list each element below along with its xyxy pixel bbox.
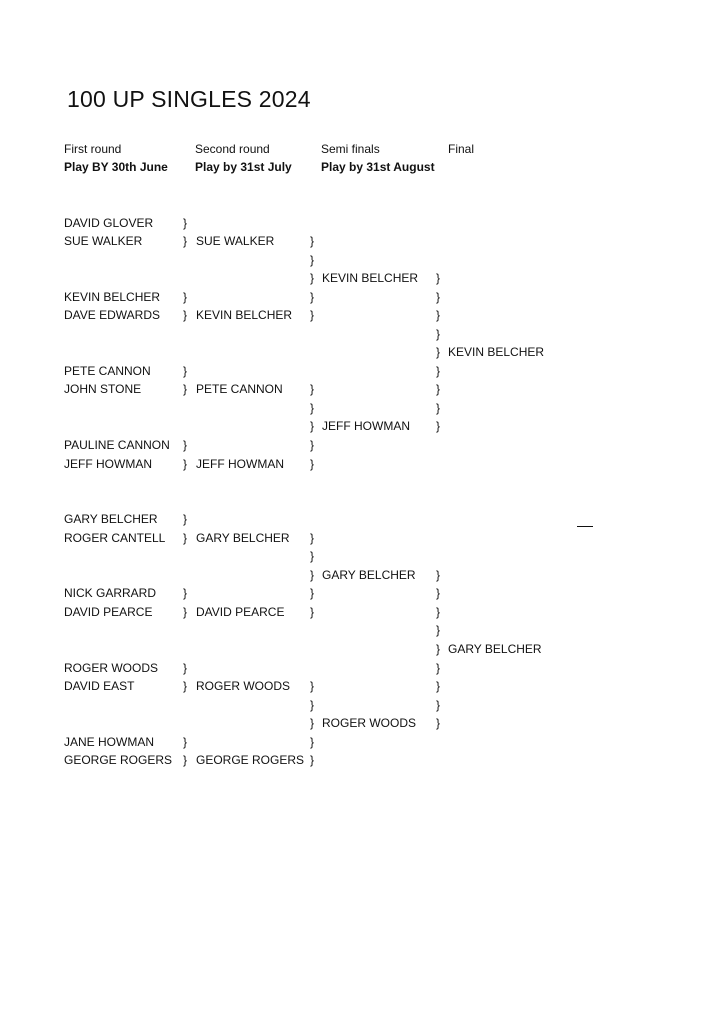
bracket-brace: }	[436, 698, 441, 712]
round2-player: GEORGE ROGERS	[196, 753, 305, 767]
finalist-player: KEVIN BELCHER	[448, 345, 545, 359]
bracket-brace: }	[183, 735, 188, 749]
deadline-semi-finals: Play by 31st August	[321, 160, 435, 174]
round2-player: PETE CANNON	[196, 382, 283, 396]
bracket-brace: }	[310, 549, 315, 563]
bracket-brace: }	[310, 586, 315, 600]
bracket-brace: }	[436, 401, 441, 415]
bracket-brace: }	[310, 753, 315, 767]
bracket-brace: }	[436, 382, 441, 396]
bracket-brace: }	[183, 753, 188, 767]
semi-player: ROGER WOODS	[322, 716, 417, 730]
header-first-round: First round	[64, 142, 122, 156]
header-second-round: Second round	[195, 142, 270, 156]
bracket-brace: }	[436, 364, 441, 378]
bracket-brace: }	[436, 419, 441, 433]
bracket-brace: }	[310, 419, 315, 433]
bracket-brace: }	[310, 698, 315, 712]
round1-player: DAVE EDWARDS	[64, 308, 161, 322]
bracket-brace: }	[310, 457, 315, 471]
bracket-brace: }	[183, 290, 188, 304]
winner-line	[577, 526, 593, 527]
round1-player: NICK GARRARD	[64, 586, 157, 600]
page-title: 100 UP SINGLES 2024	[67, 86, 311, 112]
bracket-brace: }	[183, 605, 188, 619]
bracket-brace: }	[436, 623, 441, 637]
bracket-brace: }	[183, 679, 188, 693]
round1-player: PAULINE CANNON	[64, 438, 170, 452]
round1-player: DAVID PEARCE	[64, 605, 153, 619]
bracket-brace: }	[436, 345, 441, 359]
bracket-brace: }	[310, 679, 315, 693]
round1-player: DAVID GLOVER	[64, 216, 154, 230]
round1-player: DAVID EAST	[64, 679, 135, 693]
header-final: Final	[448, 142, 475, 156]
bracket-brace: }	[436, 586, 441, 600]
bracket-brace: }	[436, 605, 441, 619]
semi-player: GARY BELCHER	[322, 568, 416, 582]
bracket-brace: }	[310, 382, 315, 396]
bracket-brace: }	[436, 661, 441, 675]
round1-player: ROGER CANTELL	[64, 531, 166, 545]
bracket-brace: }	[310, 716, 315, 730]
bracket-brace: }	[310, 401, 315, 415]
round1-player: JOHN STONE	[64, 382, 142, 396]
bracket-brace: }	[183, 531, 188, 545]
header-semi-finals: Semi finals	[321, 142, 380, 156]
bracket-brace: }	[436, 271, 441, 285]
semi-player: JEFF HOWMAN	[322, 419, 410, 433]
bracket-brace: }	[310, 531, 315, 545]
bracket-brace: }	[310, 271, 315, 285]
round1-player: JEFF HOWMAN	[64, 457, 152, 471]
bracket-brace: }	[310, 568, 315, 582]
round1-player: KEVIN BELCHER	[64, 290, 161, 304]
bracket-brace: }	[310, 735, 315, 749]
round1-player: GARY BELCHER	[64, 512, 158, 526]
bracket-brace: }	[436, 642, 441, 656]
round2-player: GARY BELCHER	[196, 531, 290, 545]
round2-player: KEVIN BELCHER	[196, 308, 293, 322]
bracket-brace: }	[183, 308, 188, 322]
bracket-brace: }	[310, 438, 315, 452]
bracket-brace: }	[183, 438, 188, 452]
bracket-brace: }	[183, 364, 188, 378]
bracket-brace: }	[183, 382, 188, 396]
bracket-brace: }	[436, 679, 441, 693]
round1-player: ROGER WOODS	[64, 661, 159, 675]
round1-player: SUE WALKER	[64, 234, 143, 248]
round1-player: JANE HOWMAN	[64, 735, 154, 749]
round2-player: ROGER WOODS	[196, 679, 291, 693]
bracket-brace: }	[436, 290, 441, 304]
round1-player: GEORGE ROGERS	[64, 753, 173, 767]
bracket-brace: }	[436, 568, 441, 582]
bracket-brace: }	[436, 716, 441, 730]
bracket-brace: }	[183, 512, 188, 526]
finalist-player: GARY BELCHER	[448, 642, 542, 656]
bracket-brace: }	[310, 253, 315, 267]
bracket-brace: }	[436, 308, 441, 322]
bracket-brace: }	[310, 234, 315, 248]
bracket-brace: }	[183, 661, 188, 675]
bracket-brace: }	[183, 216, 188, 230]
bracket-brace: }	[183, 586, 188, 600]
bracket-brace: }	[310, 290, 315, 304]
round2-player: DAVID PEARCE	[196, 605, 285, 619]
round2-player: JEFF HOWMAN	[196, 457, 284, 471]
bracket-brace: }	[310, 308, 315, 322]
bracket-brace: }	[183, 234, 188, 248]
bracket-brace: }	[183, 457, 188, 471]
deadline-second-round: Play by 31st July	[195, 160, 292, 174]
bracket-brace: }	[310, 605, 315, 619]
semi-player: KEVIN BELCHER	[322, 271, 419, 285]
round1-player: PETE CANNON	[64, 364, 151, 378]
deadline-first-round: Play BY 30th June	[64, 160, 168, 174]
round2-player: SUE WALKER	[196, 234, 275, 248]
bracket-brace: }	[436, 327, 441, 341]
